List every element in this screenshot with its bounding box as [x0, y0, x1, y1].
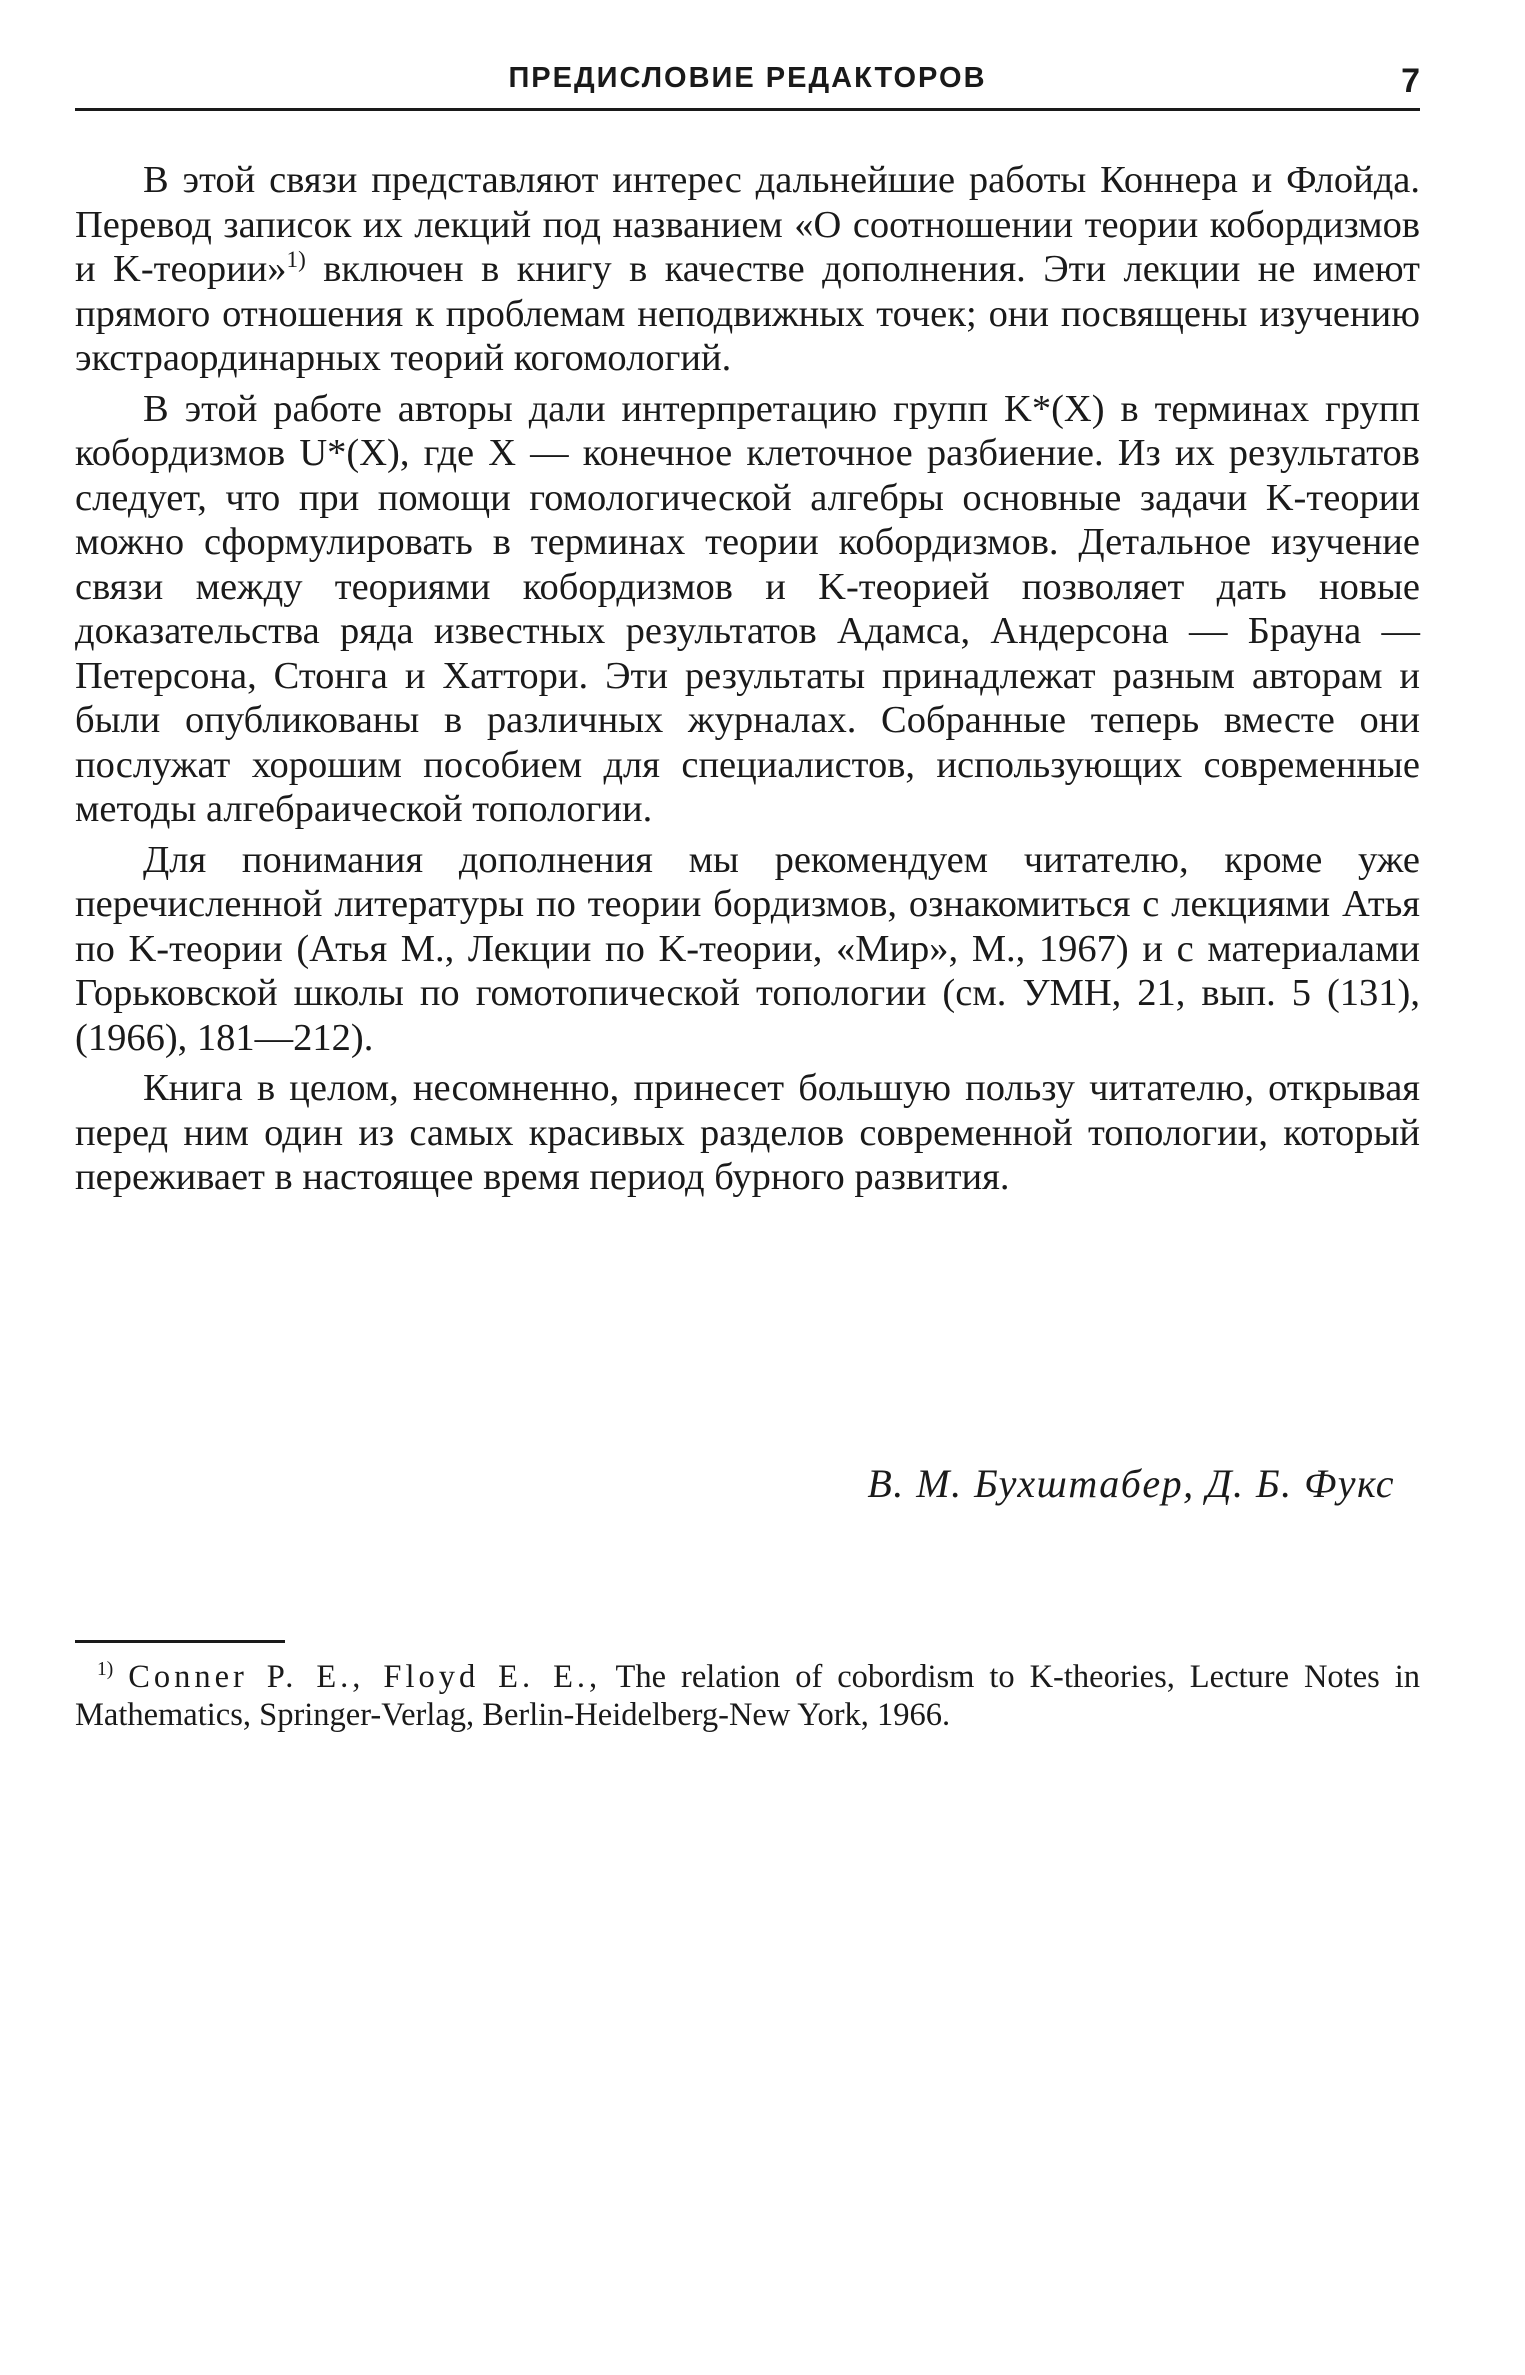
page-number: 7: [1401, 62, 1420, 100]
running-head: ПРЕДИСЛОВИЕ РЕДАКТОРОВ: [508, 62, 987, 94]
paragraph-1: [75, 158, 1420, 381]
paragraph-2: В этой работе авторы дали интерпретацию групп K*(X) в терминах групп кобордизмов U*(X), где X — конечное клеточное разбиение. Из их результатов следует, что при помощи гомологической алгебры основные задачи K-теории можно сформулировать в терминах теории кобордизмов. Детальное изучение связи между теориями кобордизмов и K-теорией позволяет дать новые доказательства ряда известных результатов Адамса, Андерсона — Брауна — Петерсона, Стонга и Хаттори. Эти результаты принадлежат разным авторам и были опубликованы в различных журналах. Собранные теперь вместе они послужат хорошим пособием для специалистов, использующих современные методы алгебраической топологии.: [75, 387, 1420, 830]
signature: В. М. Бухштабер, Д. Б. Фукс: [867, 1461, 1395, 1506]
paragraph-1-part-2: включен в книгу в качестве дополнения. Эти лекции не имеют прямого отношения к проблемам неподвижных точек; они посвящены изучению экстраординарных теорий когомологий.: [75, 248, 1420, 379]
page-header: [75, 58, 1420, 111]
footnote-authors: Conner P. E., Floyd E. E.,: [128, 1659, 602, 1695]
footnote-marker: 1): [97, 1659, 114, 1681]
paragraph-4: Книга в целом, несомненно, принесет большую пользу читателю, открывая перед ним один из самых красивых разделов современной топологии, который переживает в настоящее время период бурного развития.: [75, 1067, 1420, 1198]
paragraph-1-part-1: В этой связи представляют интерес дальнейшие работы Коннера и Флойда. Перевод записок их лекций под названием «О соотношении теории кобордизмов и K-теории»: [75, 159, 1420, 290]
body-text: [75, 158, 1420, 1200]
footnote: [75, 1658, 1420, 1734]
footnote-text: The relation of cobordism to K-theories, Lecture Notes in Mathematics, Springer-Verlag, Berlin-Heidelberg-New York, 1966.: [75, 1659, 1421, 1733]
footnote-reference: 1): [286, 246, 306, 273]
footnote-text-block: [75, 1658, 1420, 1734]
paragraph-3: Для понимания дополнения мы рекомендуем читателю, кроме уже перечисленной литературы по теории бордизмов, ознакомиться с лекциями Атья по K-теории (Атья М., Лекции по K-теории, «Мир», М., 1967) и с материалами Горьковской школы по гомотопической топологии (см. УМН, 21, вып. 5 (131), (1966), 181—212).: [75, 838, 1420, 1059]
footnote-divider: [75, 1640, 285, 1643]
